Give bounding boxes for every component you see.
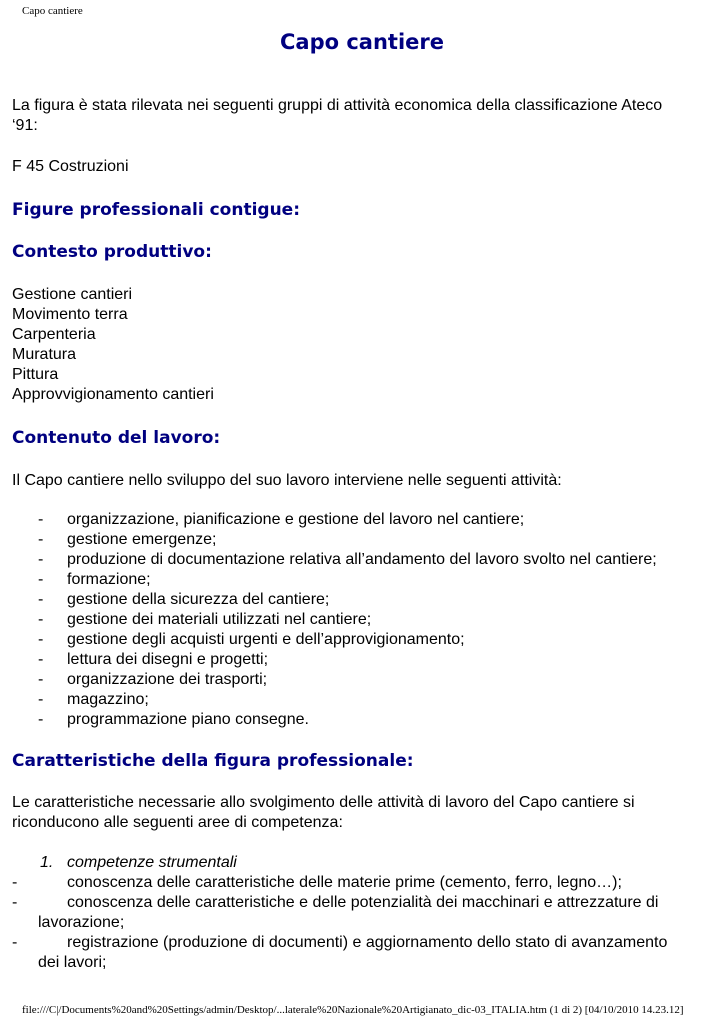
intro-line-1: La figura è stata rilevata nei seguenti gruppi di attività economica della classificazione Ateco: [12, 97, 663, 114]
contesto-item: Pittura: [12, 366, 59, 383]
contesto-item: Movimento terra: [12, 306, 128, 323]
competenza-item-cont: lavorazione;: [38, 914, 125, 931]
ateco-code: F 45 Costruzioni: [12, 158, 129, 175]
list-item-text: lettura dei disegni e progetti;: [67, 651, 269, 668]
list-item-text: organizzazione, pianificazione e gestione del lavoro nel cantiere;: [67, 511, 525, 528]
competenza-dash: -: [12, 934, 18, 951]
list-dash: -: [38, 631, 44, 648]
contenuto-intro: Il Capo cantiere nello sviluppo del suo lavoro interviene nelle seguenti attività:: [12, 472, 562, 489]
caratteristiche-line-2: riconducono alle seguenti aree di competenza:: [12, 814, 343, 831]
list-dash: -: [38, 511, 44, 528]
list-item-text: gestione degli acquisti urgenti e dell’approvigionamento;: [67, 631, 465, 648]
caratteristiche-line-1: Le caratteristiche necessarie allo svolgimento delle attività di lavoro del Capo cantiere si: [12, 794, 635, 811]
competenza-item: conoscenza delle caratteristiche e delle potenzialità dei macchinari e attrezzature di: [67, 894, 659, 911]
page-title: Capo cantiere: [279, 30, 444, 54]
competenza-item: registrazione (produzione di documenti) e aggiornamento dello stato di avanzamento: [67, 934, 668, 951]
competenza-item: conoscenza delle caratteristiche delle materie prime (cemento, ferro, legno…);: [67, 874, 622, 891]
competenza-dash: -: [12, 874, 18, 891]
intro-line-2: ‘91:: [12, 117, 38, 134]
page-footer: file:///C|/Documents%20and%20Settings/admin/Desktop/...laterale%20Nazionale%20Artigianato_dic-03_ITALIA.htm (1 di 2) [04/10/2010 14.23.12]: [22, 1004, 684, 1016]
competenze-title: competenze strumentali: [67, 854, 237, 871]
list-item-text: gestione emergenze;: [67, 531, 217, 548]
list-dash: -: [38, 571, 44, 588]
heading-contesto-produttivo: Contesto produttivo:: [12, 242, 212, 262]
list-dash: -: [38, 591, 44, 608]
page-header: Capo cantiere: [22, 5, 83, 17]
competenza-item-cont: dei lavori;: [38, 954, 107, 971]
list-item-text: magazzino;: [67, 691, 149, 708]
list-item-text: gestione dei materiali utilizzati nel cantiere;: [67, 611, 372, 628]
list-item-text: formazione;: [67, 571, 151, 588]
heading-figure-contigue: Figure professionali contigue:: [12, 200, 301, 220]
list-item-text: gestione della sicurezza del cantiere;: [67, 591, 330, 608]
list-dash: -: [38, 671, 44, 688]
competenza-dash: -: [12, 894, 18, 911]
competenze-number: 1.: [40, 854, 54, 871]
list-dash: -: [38, 551, 44, 568]
list-dash: -: [38, 611, 44, 628]
list-dash: -: [38, 531, 44, 548]
contesto-item: Carpenteria: [12, 326, 96, 343]
contesto-item: Gestione cantieri: [12, 286, 133, 303]
list-dash: -: [38, 651, 44, 668]
heading-caratteristiche: Caratteristiche della figura professionale:: [12, 751, 414, 771]
list-dash: -: [38, 711, 44, 728]
list-dash: -: [38, 691, 44, 708]
contesto-item: Approvvigionamento cantieri: [12, 386, 214, 403]
heading-contenuto-lavoro: Contenuto del lavoro:: [12, 428, 221, 448]
list-item-text: produzione di documentazione relativa all’andamento del lavoro svolto nel cantiere;: [67, 551, 657, 568]
contesto-item: Muratura: [12, 346, 77, 363]
list-item-text: programmazione piano consegne.: [67, 711, 309, 728]
list-item-text: organizzazione dei trasporti;: [67, 671, 268, 688]
